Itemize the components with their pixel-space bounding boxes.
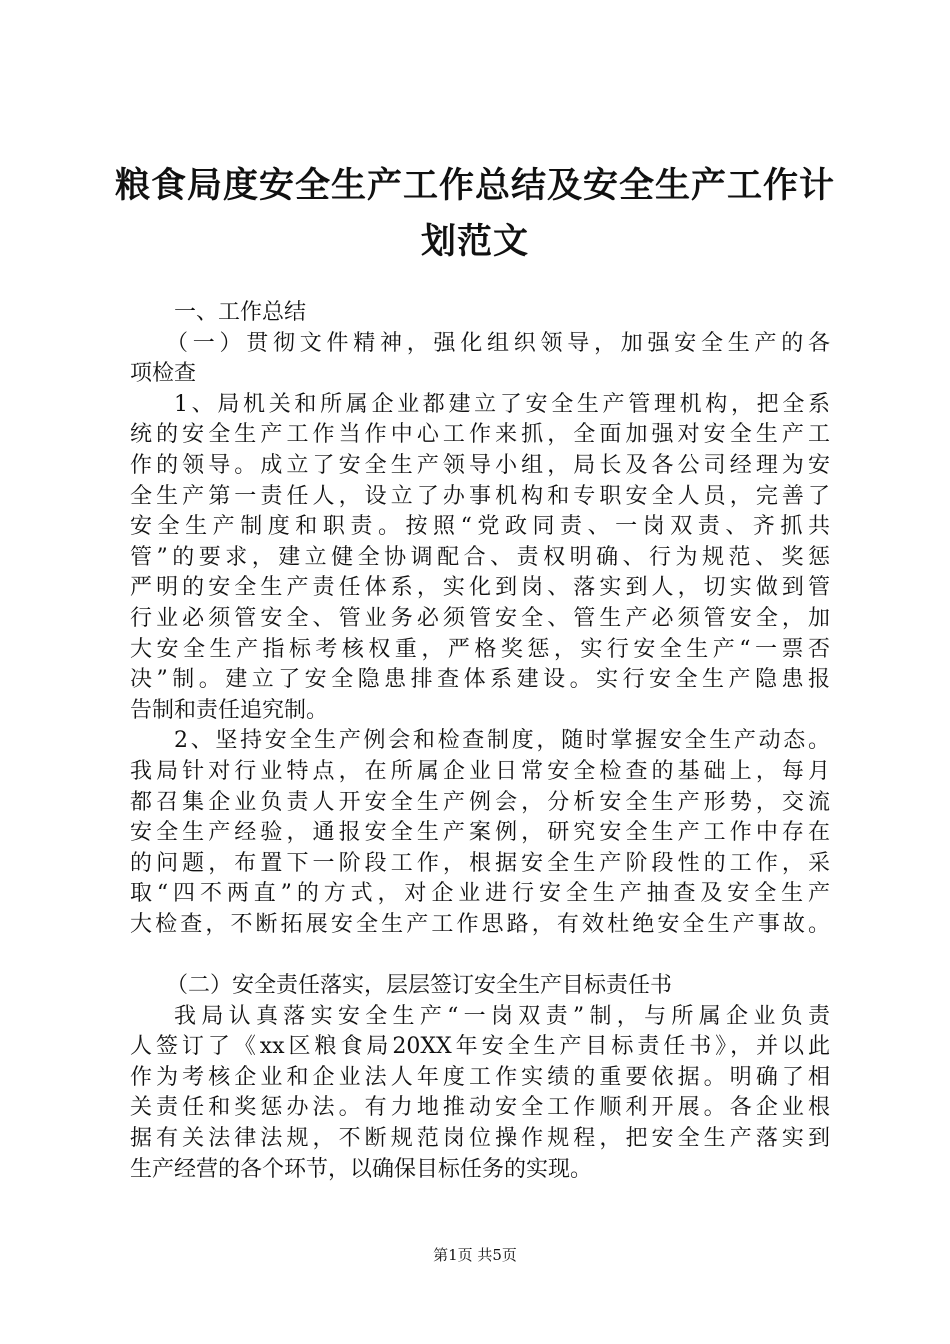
paragraph-line: 人签订了《xx区粮食局20XX年安全生产目标责任书》，并以此 xyxy=(130,1034,830,1060)
paragraph-line: 作为考核企业和企业法人年度工作实绩的重要依据。明确了相 xyxy=(130,1064,830,1090)
paragraph-line: 安全生产经验，通报安全生产案例，研究安全生产工作中存在 xyxy=(130,820,830,846)
paragraph-line: 大检查，不断拓展安全生产工作思路，有效杜绝安全生产事故。 xyxy=(130,911,830,937)
paragraph-line: 取“四不两直”的方式，对企业进行安全生产抽查及安全生产 xyxy=(130,881,830,907)
paragraph-line: 项检查 xyxy=(130,361,197,387)
paragraph-line: 我局针对行业特点，在所属企业日常安全检查的基础上，每月 xyxy=(130,758,830,784)
paragraph-line: 都召集企业负责人开安全生产例会，分析安全生产形势，交流 xyxy=(130,789,830,815)
paragraph-line: 统的安全生产工作当作中心工作来抓，全面加强对安全生产工 xyxy=(130,422,830,448)
paragraph-spacer xyxy=(130,940,830,971)
paragraph-line: 行业必须管安全、管业务必须管安全、管生产必须管安全，加 xyxy=(130,605,830,631)
paragraph-line: 2、坚持安全生产例会和检查制度，随时掌握安全生产动态。 xyxy=(174,728,830,754)
page-footer: 第1页 共5页 xyxy=(433,1246,517,1264)
subsection-heading: （二）安全责任落实，层层签订安全生产目标责任书 xyxy=(166,973,673,999)
paragraph-line: 严明的安全生产责任体系，实化到岗、落实到人，切实做到管 xyxy=(130,575,830,601)
paragraph-line: 管”的要求，建立健全协调配合、责权明确、行为规范、奖惩 xyxy=(130,544,830,570)
paragraph-line: 生产经营的各个环节，以确保目标任务的实现。 xyxy=(130,1156,593,1182)
paragraph-line: 大安全生产指标考核权重，严格奖惩，实行安全生产“一票否 xyxy=(130,636,830,662)
paragraph-line: 1、局机关和所属企业都建立了安全生产管理机构，把全系 xyxy=(174,391,830,417)
paragraph-line: 决”制。建立了安全隐患排查体系建设。实行安全生产隐患报 xyxy=(130,667,830,693)
document-title-line-2: 划范文 xyxy=(420,222,529,262)
paragraph-line: 我局认真落实安全生产“一岗双责”制，与所属企业负责 xyxy=(174,1003,830,1029)
paragraph-line: 全生产第一责任人，设立了办事机构和专职安全人员，完善了 xyxy=(130,483,830,509)
subsection-heading: （一）贯彻文件精神，强化组织领导，加强安全生产的各 xyxy=(166,330,830,356)
paragraph-line: 安全生产制度和职责。按照“党政同责、一岗双责、齐抓共 xyxy=(130,514,830,540)
document-title-line-1: 粮食局度安全生产工作总结及安全生产工作计 xyxy=(114,166,835,206)
document-body xyxy=(130,298,830,1185)
paragraph-line: 关责任和奖惩办法。有力地推动安全工作顺利开展。各企业根 xyxy=(130,1095,830,1121)
paragraph-line: 告制和责任追究制。 xyxy=(130,697,329,723)
paragraph-line: 据有关法律法规，不断规范岗位操作规程，把安全生产落实到 xyxy=(130,1126,830,1152)
paragraph-line: 作的领导。成立了安全生产领导小组，局长及各公司经理为安 xyxy=(130,452,830,478)
section-heading: 一、工作总结 xyxy=(174,300,307,325)
paragraph-line: 的问题，布置下一阶段工作，根据安全生产阶段性的工作，采 xyxy=(130,850,830,876)
